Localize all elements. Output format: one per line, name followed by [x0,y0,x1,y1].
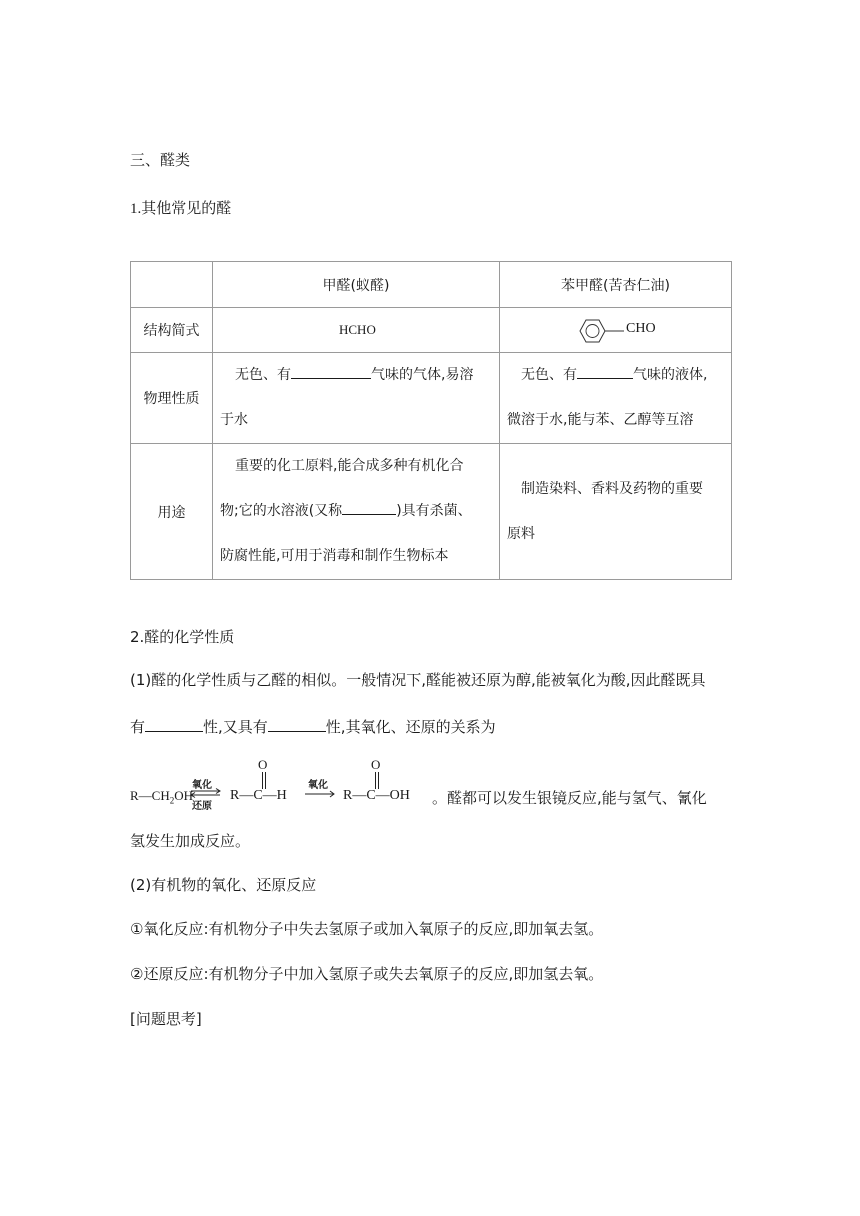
table-corner-cell [131,262,213,308]
benzaldehyde-physical-line2: 微溶于水,能与苯、乙醇等互溶 [507,412,694,428]
table-row-uses [131,444,732,580]
formaldehyde-structure [213,308,500,353]
row-label-uses: 用途 [131,444,213,580]
row-label-structure: 结构简式 [131,308,213,353]
benzaldehyde-uses [500,444,732,580]
formaldehyde-uses-line1: 重要的化工原料,能合成多种有机化合 [235,458,464,474]
aldehyde-formula: R—C—H [230,788,287,803]
section-title: 三、醛类 [130,151,191,169]
header-formaldehyde: 甲醛(蚁醛) [213,262,500,308]
formaldehyde-uses-line2 [213,489,499,534]
fill-blank [342,500,396,515]
reaction-scheme [130,754,430,810]
paragraph-line-4: 氢发生加成反应。 [130,832,251,850]
text-segment: 有 [130,718,146,736]
subsection-title-properties: 2.醛的化学性质 [130,628,235,646]
scheme-tail-text: 。醛都可以发生银镜反应,能与氢气、氰化 [432,789,707,807]
arrow-right-icon [304,790,336,798]
benzene-ring-icon [572,316,626,346]
formaldehyde-physical [213,353,500,444]
formaldehyde-uses-line3: 防腐性能,可用于消毒和制作生物标本 [220,548,449,564]
arrow1-label-reduction: 还原 [192,801,212,812]
benzaldehyde-physical [500,353,732,444]
fill-blank [268,717,326,732]
formaldehyde-uses [213,444,500,580]
formaldehyde-physical-line2: 于水 [220,412,248,428]
text-segment: )具有杀菌、 [396,503,472,519]
table-row-structure [131,308,732,353]
formaldehyde-formula: HCHO [339,322,376,337]
aldehyde-table [130,261,732,580]
benzaldehyde-uses-line2: 原料 [507,525,535,542]
arrow2-label-oxidation: 氧化 [308,780,328,791]
acid-formula: R—C—OH [343,788,410,803]
text-segment: 性,又具有 [203,718,268,736]
benzaldehyde-structure [500,308,732,353]
formaldehyde-physical-line1 [213,353,499,398]
alcohol-formula: $R—CH_2OH$ [130,788,194,806]
text-segment: 气味的液体, [633,367,708,383]
table-header-row [131,262,732,308]
paragraph-line-2 [130,716,496,738]
text-segment: 气味的气体,易溶 [371,367,474,383]
fill-blank [577,364,633,379]
table-row-physical [131,353,732,444]
text-segment: 物;它的水溶液(又称 [220,503,343,519]
benzaldehyde-formula: CHO [626,321,656,336]
carbonyl-oxygen-1: O [258,757,268,772]
fill-blank [145,717,203,732]
carbonyl-oxygen-2: O [371,757,381,772]
text-segment: 性,其氧化、还原的关系为 [325,718,496,736]
fill-blank [291,364,371,379]
arrow1-label-oxidation: 氧化 [192,780,212,791]
list-item-oxidation: ①氧化反应:有机物分子中失去氢原子或加入氧原子的反应,即加氧去氢。 [130,920,604,938]
paragraph-line-1: (1)醛的化学性质与乙醛的相似。一般情况下,醛能被还原为醇,能被氧化为酸,因此醛既具 [130,671,706,689]
subsection-title-aldehydes: 1.其他常见的醛 [130,199,232,217]
text-segment: 无色、有 [521,367,577,383]
text-segment: 无色、有 [235,367,291,383]
header-benzaldehyde: 苯甲醛(苦杏仁油) [500,262,732,308]
subsection-title-label: 其他常见的醛 [141,199,232,217]
question-heading: [问题思考] [130,1010,202,1028]
benzaldehyde-physical-line1 [500,353,731,398]
benzaldehyde-uses-line1: 制造染料、香料及药物的重要 [521,480,703,497]
paragraph-redox-title: (2)有机物的氧化、还原反应 [130,876,317,894]
row-label-physical: 物理性质 [131,353,213,444]
list-item-reduction: ②还原反应:有机物分子中加入氢原子或失去氧原子的反应,即加氢去氧。 [130,965,604,983]
